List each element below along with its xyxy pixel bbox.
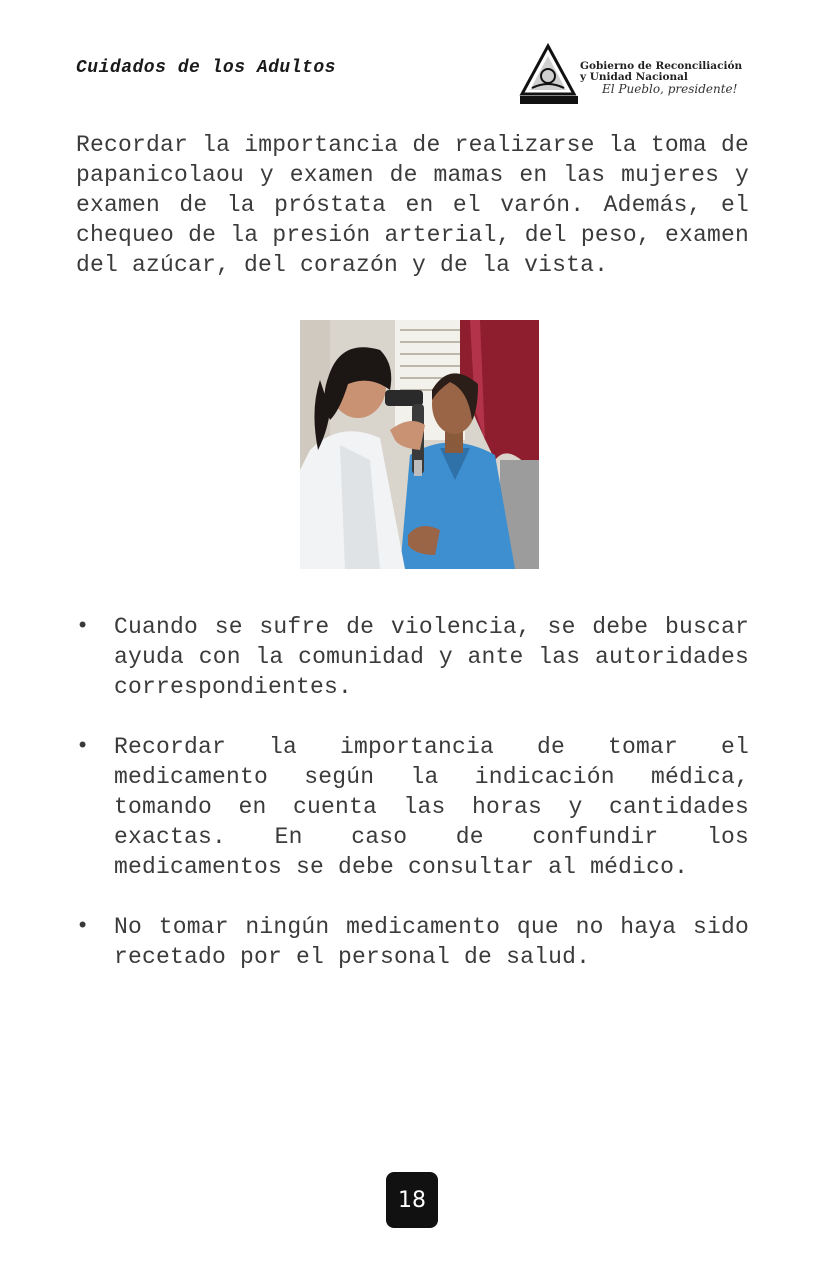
list-item [76,912,749,972]
list-item [76,612,749,702]
page-number-badge: 18 [386,1172,438,1228]
bullet-icon: • [76,614,90,639]
list-item [76,732,749,882]
government-logo [518,42,758,108]
bullet-icon: • [76,734,90,759]
list-item-text: Recordar la importancia de tomar el medicamento según la indicación médica, tomando en cuenta las horas y cantidades exactas. En caso de confundir los medicamentos se debe consultar al médico. [114,734,749,880]
list-item-text: No tomar ningún medicamento que no haya sido recetado por el personal de salud. [114,914,749,970]
recommendations-list [76,612,749,1002]
list-item-text: Cuando se sufre de violencia, se debe buscar ayuda con la comunidad y ante las autoridades correspondientes. [114,614,749,700]
eye-exam-illustration [300,320,539,569]
page-header-title: Cuidados de los Adultos [76,58,336,78]
logo-government-line2: y Unidad Nacional [580,71,688,83]
eye-exam-photo [300,320,539,569]
bullet-icon: • [76,914,90,939]
intro-paragraph: Recordar la importancia de realizarse la toma de papanicolaou y examen de mamas en las mujeres y examen de la próstata en el varón. Además, el chequeo de la presión arterial, del peso, examen del azúcar, del corazón y de la vista. [76,132,749,278]
triangle-emblem-icon [518,42,580,108]
logo-government-line1: Gobierno de Reconciliación [580,60,743,72]
logo-slogan: El Pueblo, presidente! [602,82,738,96]
